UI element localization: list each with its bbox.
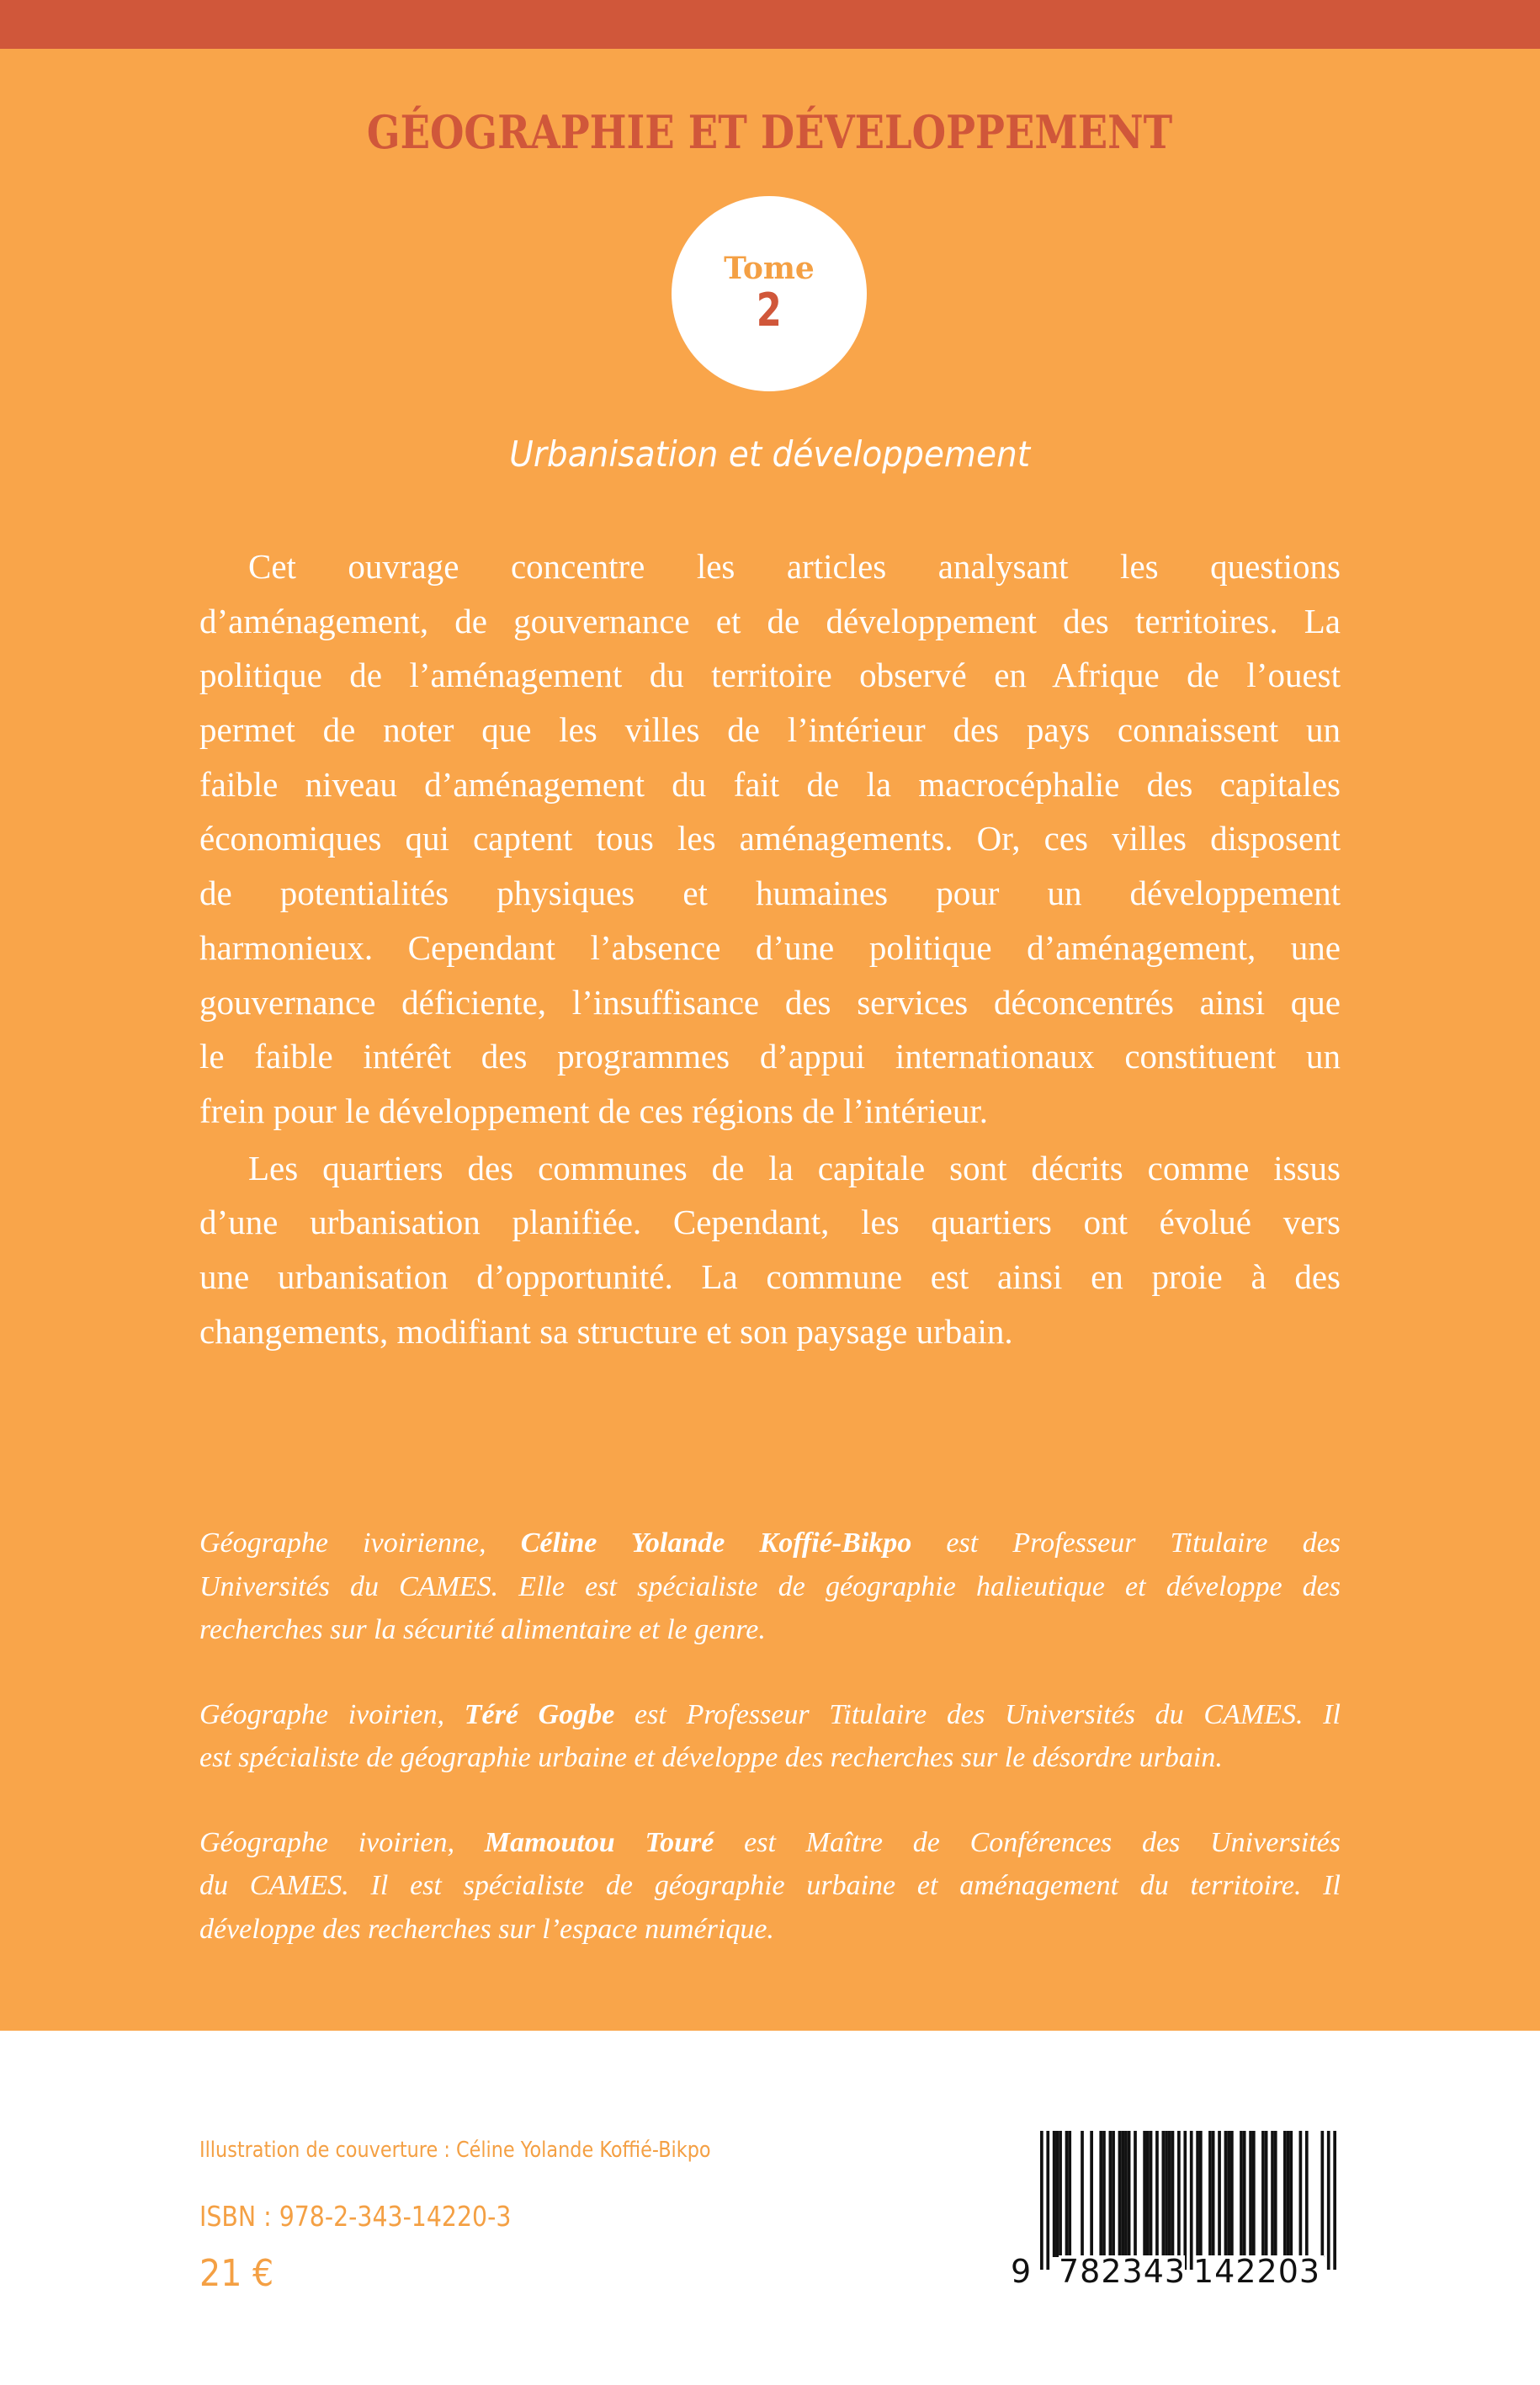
bio-line: Universités du CAMES. Elle est spécialiste de géographie halieutique et développe des — [199, 1570, 1341, 1602]
tome-number — [672, 284, 867, 337]
bio-line — [199, 1693, 1341, 1737]
summary-line: frein pour le développement de ces régions de l’intérieur. — [199, 1091, 988, 1130]
barcode-icon — [1040, 2131, 1336, 2270]
isbn-text: ISBN : 978-2-343-14220-3 — [199, 2200, 512, 2233]
author-bio — [199, 1821, 1341, 1952]
summary-line: Cet ouvrage concentre les articles analysant les questions — [248, 547, 1341, 586]
bio-text: est Professeur Titulaire des Universités du CAMES. Il — [614, 1698, 1341, 1730]
author-bio — [199, 1522, 1341, 1652]
bio-line: du CAMES. Il est spécialiste de géographie urbaine et aménagement du territoire. Il — [199, 1870, 1341, 1901]
summary-line: d’une urbanisation planifiée. Cependant, les quartiers ont évolué vers — [199, 1203, 1341, 1242]
author-name: Céline Yolande Koffié-Bikpo — [520, 1527, 912, 1559]
summary-line: harmonieux. Cependant l’absence d’une politique d’aménagement, une — [199, 927, 1341, 967]
price-text: 21 € — [199, 2252, 274, 2295]
bio-text: est Professeur Titulaire des — [911, 1527, 1341, 1559]
summary-line: faible niveau d’aménagement du fait de la macrocéphalie des capitales — [199, 764, 1341, 804]
series-title-text: GÉOGRAPHIE ET DÉVELOPPEMENT — [367, 105, 1173, 159]
bio-text: Géographe ivoirien, — [199, 1826, 485, 1858]
summary-paragraph-2 — [199, 1141, 1341, 1359]
isbn — [199, 2200, 562, 2234]
summary-line: permet de noter que les villes de l’intérieur des pays connaissent un — [199, 710, 1341, 750]
bio-line — [199, 1821, 1341, 1865]
bio-text: est Maître de Conférences des Universités — [714, 1826, 1341, 1858]
summary-line: Les quartiers des communes de la capitale sont décrits comme issus — [248, 1148, 1341, 1187]
summary-line: le faible intérêt des programmes d’appui internationaux constituent un — [199, 1037, 1341, 1076]
summary-line: gouvernance déficiente, l’insuffisance des services déconcentrés ainsi que — [199, 982, 1341, 1022]
tome-badge — [672, 196, 867, 391]
bio-text: Géographe ivoirien, — [199, 1698, 465, 1730]
summary-line: d’aménagement, de gouvernance et de développement des territoires. La — [199, 601, 1341, 640]
author-bios — [199, 1522, 1341, 1992]
illustration-credit-text: Illustration de couverture : Céline Yolande Koffié-Bikpo — [199, 2138, 711, 2163]
author-name: Téré Gogbe — [464, 1698, 615, 1730]
price — [199, 2254, 282, 2294]
barcode-digit-first: 9 — [1011, 2253, 1032, 2290]
summary-line: de potentialités physiques et humaines pour un développement — [199, 874, 1341, 913]
barcode-digits-right: 142203 — [1193, 2255, 1324, 2287]
barcode-digits-left: 782343 — [1059, 2253, 1187, 2290]
illustration-credit — [199, 2137, 794, 2164]
bio-line: est spécialiste de géographie urbaine et développe des recherches sur le désordre urbain. — [199, 1742, 1223, 1773]
summary-line: politique de l’aménagement du territoire observé en Afrique de l’ouest — [199, 656, 1341, 695]
bio-text: Géographe ivoirienne, — [199, 1527, 521, 1559]
bio-line: recherches sur la sécurité alimentaire et le genre. — [199, 1614, 766, 1645]
bio-line: développe des recherches sur l’espace numérique. — [199, 1913, 774, 1945]
tome-number-text: 2 — [756, 284, 783, 337]
bio-line — [199, 1522, 1341, 1565]
series-title — [0, 103, 1540, 162]
summary-line: une urbanisation d’opportunité. La commune est ainsi en proie à des — [199, 1256, 1341, 1296]
author-name: Mamoutou Touré — [484, 1826, 714, 1858]
summary-line: changements, modifiant sa structure et son paysage urbain. — [199, 1311, 1013, 1351]
author-bio — [199, 1693, 1341, 1780]
summary — [199, 539, 1341, 1358]
summary-paragraph-1 — [199, 539, 1341, 1139]
volume-title — [0, 431, 1540, 478]
tome-label: Tome — [724, 251, 815, 286]
top-color-band — [0, 0, 1540, 49]
volume-title-text: Urbanisation et développement — [509, 433, 1031, 475]
summary-line: économiques qui captent tous les aménagements. Or, ces villes disposent — [199, 819, 1341, 858]
